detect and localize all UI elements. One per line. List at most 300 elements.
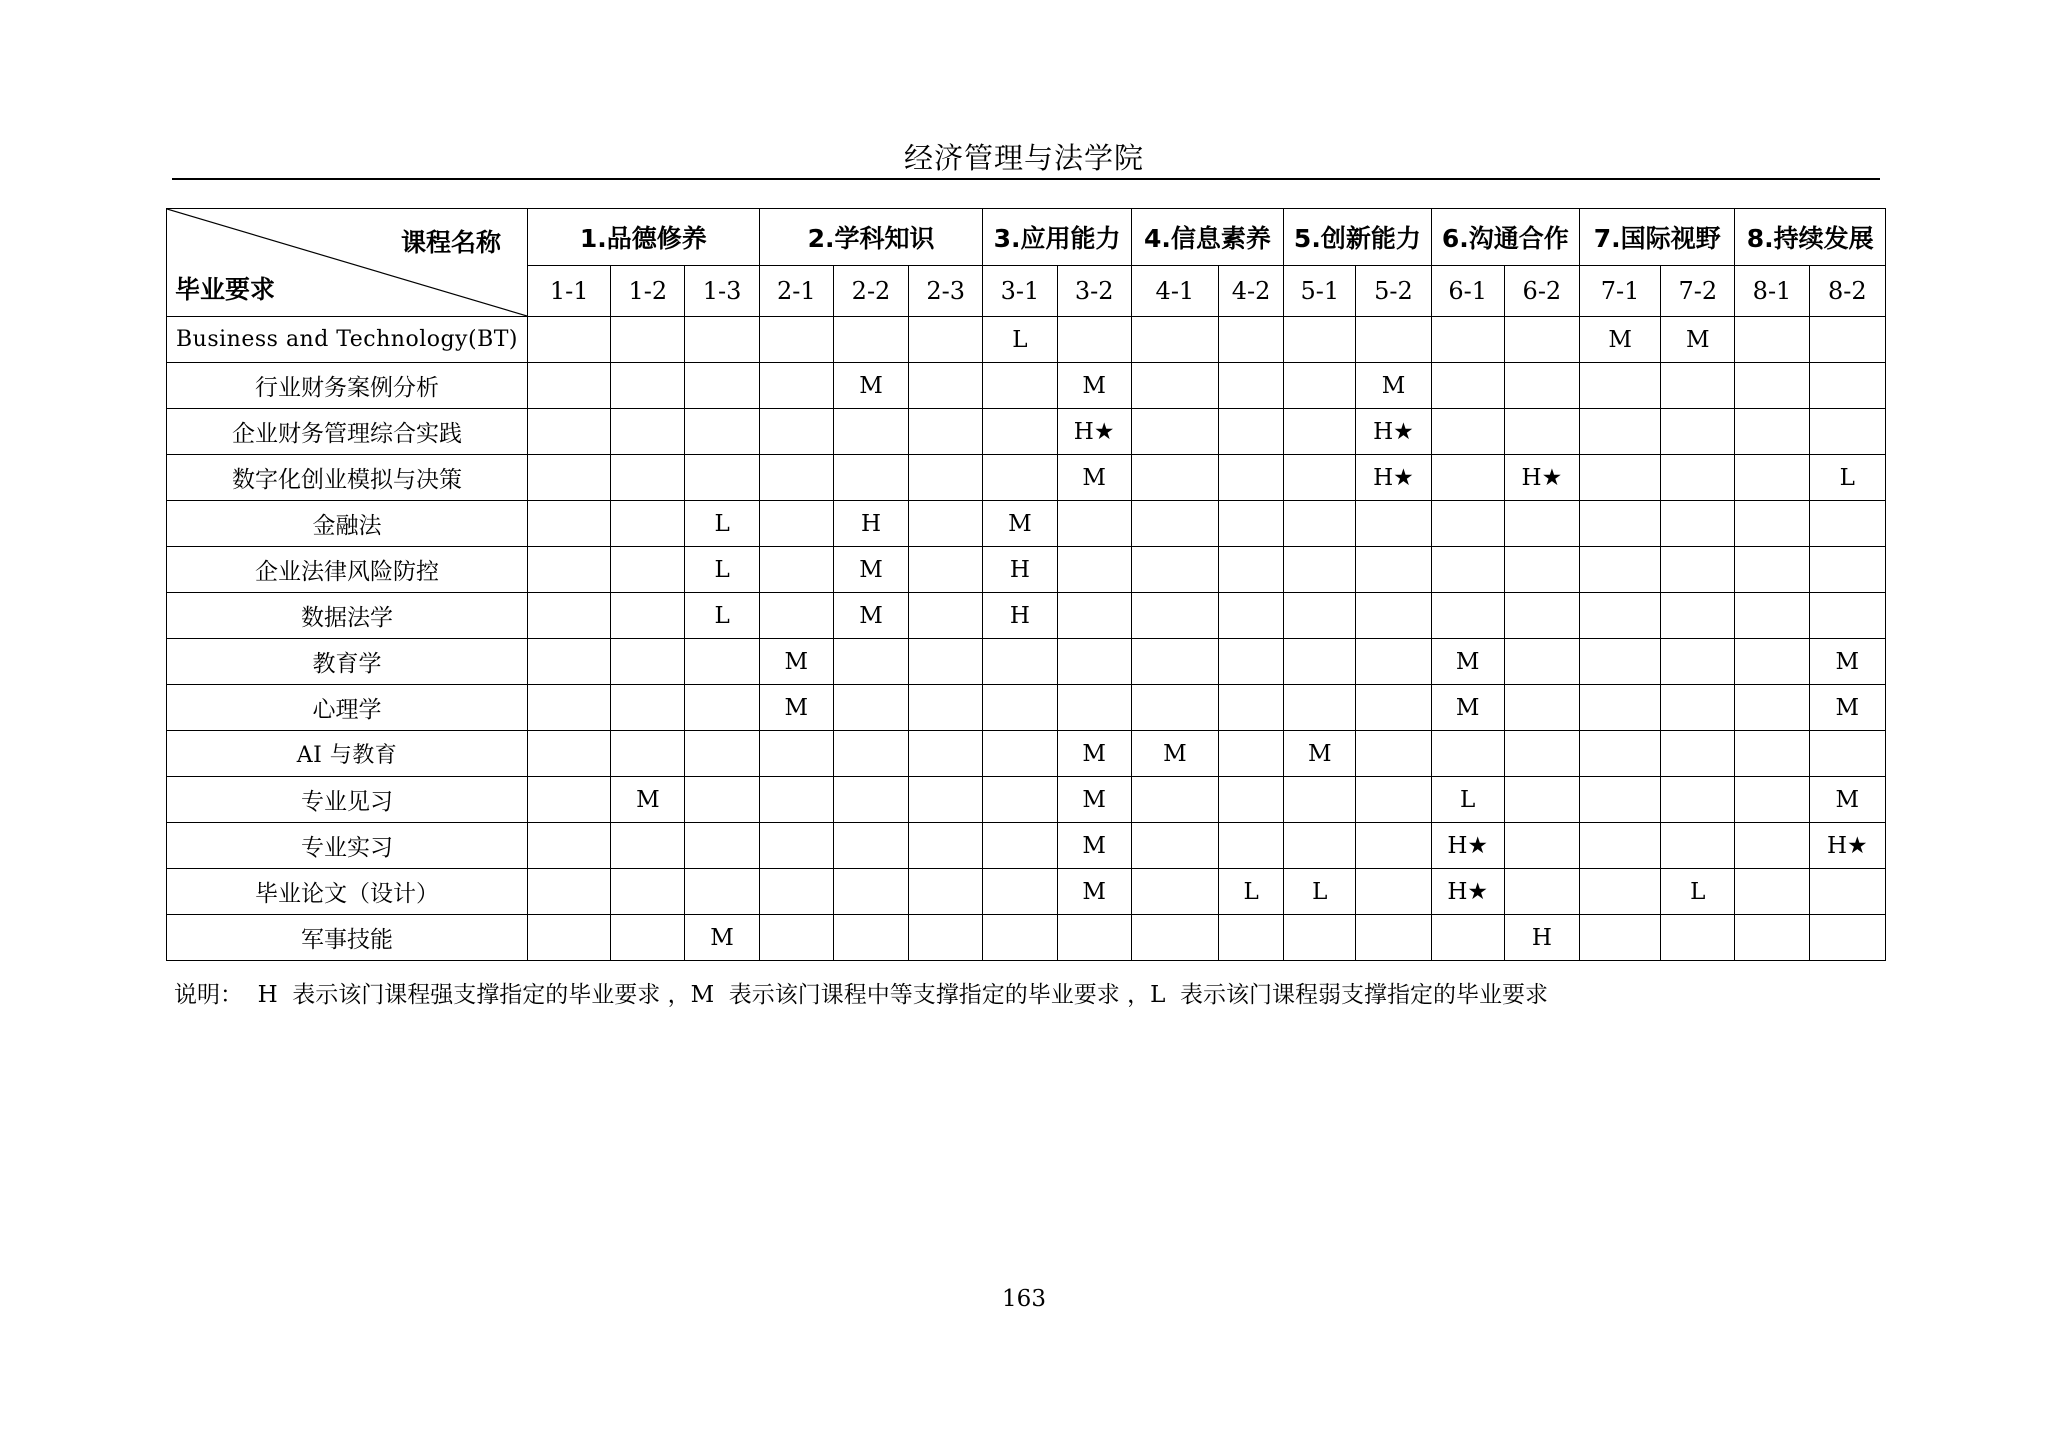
support-level-cell: M (833, 547, 908, 593)
subcolumn-header-1-1: 1-1 (528, 266, 611, 317)
course-name-cell: 心理学 (167, 685, 528, 731)
support-level-cell (833, 777, 908, 823)
support-level-cell (759, 547, 833, 593)
subcolumn-header-7-1: 7-1 (1579, 266, 1660, 317)
support-level-cell (1219, 823, 1284, 869)
support-level-cell (528, 363, 611, 409)
support-level-cell (1579, 731, 1660, 777)
support-level-cell (528, 547, 611, 593)
support-level-cell (909, 777, 983, 823)
support-level-cell (1131, 501, 1218, 547)
support-level-cell (1219, 731, 1284, 777)
support-level-cell (1579, 685, 1660, 731)
course-name-cell: 毕业论文（设计） (167, 869, 528, 915)
support-level-cell (1504, 731, 1579, 777)
support-level-cell (1661, 731, 1735, 777)
support-level-cell (1284, 777, 1356, 823)
support-level-cell: M (833, 363, 908, 409)
support-level-cell (1131, 409, 1218, 455)
support-level-cell (983, 363, 1057, 409)
support-level-cell (611, 363, 685, 409)
course-name-cell: 军事技能 (167, 915, 528, 961)
support-level-cell: M (1057, 731, 1131, 777)
support-level-cell: M (611, 777, 685, 823)
support-level-cell (1735, 639, 1809, 685)
support-level-cell (983, 777, 1057, 823)
support-level-cell (833, 317, 908, 363)
support-level-cell (1131, 455, 1218, 501)
support-level-cell: L (685, 547, 759, 593)
support-level-cell (685, 639, 759, 685)
support-level-cell (685, 317, 759, 363)
support-level-cell: L (1431, 777, 1504, 823)
support-level-cell (1131, 593, 1218, 639)
support-level-cell: L (1284, 869, 1356, 915)
subcolumn-header-1-2: 1-2 (611, 266, 685, 317)
support-level-cell: H★ (1431, 823, 1504, 869)
support-level-cell (1735, 455, 1809, 501)
support-level-cell (1431, 731, 1504, 777)
support-level-cell (1284, 639, 1356, 685)
support-level-cell (1284, 501, 1356, 547)
support-level-cell (1284, 685, 1356, 731)
support-level-cell (1809, 593, 1885, 639)
subcolumn-header-3-2: 3-2 (1057, 266, 1131, 317)
support-level-cell (759, 455, 833, 501)
support-level-cell (833, 915, 908, 961)
course-name-cell: 数据法学 (167, 593, 528, 639)
support-level-cell (909, 685, 983, 731)
support-level-cell (983, 455, 1057, 501)
support-level-cell (1284, 409, 1356, 455)
support-level-cell (1356, 823, 1431, 869)
support-level-cell (1431, 593, 1504, 639)
subcolumn-header-2-1: 2-1 (759, 266, 833, 317)
support-level-cell: M (1809, 685, 1885, 731)
support-level-cell: H (833, 501, 908, 547)
support-level-cell: L (685, 501, 759, 547)
support-level-cell (1579, 869, 1660, 915)
support-level-cell: M (1356, 363, 1431, 409)
support-level-cell (759, 915, 833, 961)
support-level-cell: M (1809, 777, 1885, 823)
corner-header-cell (167, 209, 528, 317)
support-level-cell (685, 823, 759, 869)
support-level-cell: M (759, 685, 833, 731)
course-name-cell: Business and Technology(BT) (167, 317, 528, 363)
support-level-cell (983, 409, 1057, 455)
support-level-cell (1735, 731, 1809, 777)
support-level-cell (1809, 317, 1885, 363)
support-level-cell (528, 409, 611, 455)
subcolumn-header-2-3: 2-3 (909, 266, 983, 317)
support-level-cell (1579, 777, 1660, 823)
support-level-cell (685, 731, 759, 777)
support-level-cell: H★ (1809, 823, 1885, 869)
support-level-cell: H (1504, 915, 1579, 961)
support-level-cell (1735, 593, 1809, 639)
group-header-8: 8.持续发展 (1735, 209, 1886, 266)
support-level-cell: L (1809, 455, 1885, 501)
table-row (167, 409, 1886, 455)
support-level-cell: M (1057, 869, 1131, 915)
support-level-cell: M (1284, 731, 1356, 777)
support-level-cell (1579, 823, 1660, 869)
course-name-header: 课程名称 (401, 228, 502, 257)
support-level-cell (833, 409, 908, 455)
support-level-cell (611, 869, 685, 915)
support-level-cell (685, 869, 759, 915)
support-level-cell (685, 455, 759, 501)
course-name-cell: 企业法律风险防控 (167, 547, 528, 593)
group-header-3: 3.应用能力 (983, 209, 1131, 266)
support-level-cell: M (1579, 317, 1660, 363)
page-title: 经济管理与法学院 (903, 141, 1144, 175)
support-level-cell: H★ (1356, 409, 1431, 455)
support-level-cell (1057, 915, 1131, 961)
subcolumn-header-5-1: 5-1 (1284, 266, 1356, 317)
table-row (167, 823, 1886, 869)
support-level-cell (1057, 685, 1131, 731)
support-level-cell: H (983, 593, 1057, 639)
support-level-cell (759, 869, 833, 915)
subcolumn-header-6-1: 6-1 (1431, 266, 1504, 317)
support-level-cell (1661, 501, 1735, 547)
support-level-cell (685, 363, 759, 409)
support-level-cell (1504, 363, 1579, 409)
requirements-matrix-table (166, 208, 1886, 961)
support-level-cell (1284, 317, 1356, 363)
course-name-cell: 数字化创业模拟与决策 (167, 455, 528, 501)
support-level-cell (1131, 363, 1218, 409)
support-level-cell: M (685, 915, 759, 961)
subcolumn-header-5-2: 5-2 (1356, 266, 1431, 317)
group-header-6: 6.沟通合作 (1431, 209, 1579, 266)
table-row (167, 869, 1886, 915)
support-level-cell (1131, 823, 1218, 869)
support-level-cell (685, 777, 759, 823)
support-level-cell (528, 777, 611, 823)
support-level-cell (759, 317, 833, 363)
support-level-cell (1284, 455, 1356, 501)
support-level-cell (1735, 685, 1809, 731)
support-level-cell (833, 639, 908, 685)
support-level-cell (1579, 409, 1660, 455)
support-level-cell (1661, 823, 1735, 869)
support-level-cell (1504, 547, 1579, 593)
support-level-cell (1504, 869, 1579, 915)
support-level-cell (1431, 547, 1504, 593)
support-level-cell (1735, 363, 1809, 409)
support-level-cell (1735, 915, 1809, 961)
page-number: 163 (1002, 1286, 1046, 1312)
support-level-cell (1356, 593, 1431, 639)
subcolumn-header-3-1: 3-1 (983, 266, 1057, 317)
support-level-cell: H★ (1504, 455, 1579, 501)
support-level-cell: M (1431, 639, 1504, 685)
course-name-cell: AI 与教育 (167, 731, 528, 777)
support-level-cell (1356, 731, 1431, 777)
table-row (167, 593, 1886, 639)
support-level-cell (1504, 823, 1579, 869)
support-level-cell (833, 685, 908, 731)
table-row (167, 639, 1886, 685)
support-level-cell (1356, 317, 1431, 363)
support-level-cell (983, 869, 1057, 915)
support-level-cell: M (1057, 823, 1131, 869)
support-level-cell (611, 547, 685, 593)
support-level-cell (611, 501, 685, 547)
table-row (167, 915, 1886, 961)
support-level-cell (1219, 317, 1284, 363)
support-level-cell (1809, 731, 1885, 777)
support-level-cell: H (983, 547, 1057, 593)
support-level-cell (611, 317, 685, 363)
support-level-cell (1735, 409, 1809, 455)
support-level-cell (759, 409, 833, 455)
support-level-cell (1431, 455, 1504, 501)
support-level-cell (1356, 915, 1431, 961)
support-level-cell: H★ (1057, 409, 1131, 455)
support-level-cell (1661, 363, 1735, 409)
support-level-cell (1356, 501, 1431, 547)
support-level-cell (611, 823, 685, 869)
support-level-cell (1735, 317, 1809, 363)
support-level-cell (1284, 823, 1356, 869)
support-level-cell (1131, 869, 1218, 915)
support-level-cell (1431, 409, 1504, 455)
support-level-cell: M (1131, 731, 1218, 777)
support-level-cell (1661, 685, 1735, 731)
support-level-cell (1219, 547, 1284, 593)
support-level-cell (611, 409, 685, 455)
support-level-cell (1504, 639, 1579, 685)
support-level-cell (1735, 547, 1809, 593)
support-level-cell (1504, 593, 1579, 639)
support-level-cell (759, 501, 833, 547)
support-level-cell (1219, 501, 1284, 547)
group-header-5: 5.创新能力 (1284, 209, 1431, 266)
support-level-cell (528, 501, 611, 547)
support-level-cell (1219, 777, 1284, 823)
support-level-cell: M (1057, 455, 1131, 501)
table-row (167, 777, 1886, 823)
subcolumn-header-1-3: 1-3 (685, 266, 759, 317)
support-level-cell (1284, 915, 1356, 961)
support-level-cell (1356, 685, 1431, 731)
group-header-row (167, 209, 1886, 266)
support-level-cell (983, 823, 1057, 869)
support-level-cell (1431, 915, 1504, 961)
course-name-cell: 企业财务管理综合实践 (167, 409, 528, 455)
support-level-cell (528, 731, 611, 777)
support-level-cell (983, 639, 1057, 685)
support-level-cell (611, 593, 685, 639)
support-level-cell (909, 409, 983, 455)
support-level-cell: M (1057, 777, 1131, 823)
course-name-cell: 教育学 (167, 639, 528, 685)
support-level-cell (611, 915, 685, 961)
support-level-cell (1579, 547, 1660, 593)
group-header-1: 1.品德修养 (528, 209, 760, 266)
support-level-cell (759, 731, 833, 777)
support-level-cell (1431, 501, 1504, 547)
support-level-cell (1219, 455, 1284, 501)
course-name-cell: 专业实习 (167, 823, 528, 869)
support-level-cell (1579, 455, 1660, 501)
table-row (167, 363, 1886, 409)
requirement-header: 毕业要求 (175, 275, 276, 304)
support-level-cell (528, 639, 611, 685)
table-row (167, 455, 1886, 501)
support-level-cell (1661, 777, 1735, 823)
group-header-7: 7.国际视野 (1579, 209, 1734, 266)
support-level-cell (1356, 547, 1431, 593)
support-level-cell (1057, 547, 1131, 593)
support-level-cell (611, 639, 685, 685)
support-level-cell (1057, 639, 1131, 685)
support-level-cell (611, 685, 685, 731)
support-level-cell (611, 731, 685, 777)
support-level-cell (1431, 317, 1504, 363)
support-level-cell: M (1431, 685, 1504, 731)
support-level-cell (833, 869, 908, 915)
support-level-cell: M (1809, 639, 1885, 685)
support-level-cell (909, 823, 983, 869)
support-level-cell (1219, 639, 1284, 685)
subcolumn-header-4-2: 4-2 (1219, 266, 1284, 317)
support-level-cell (1504, 685, 1579, 731)
support-level-cell (611, 455, 685, 501)
support-level-cell (1809, 869, 1885, 915)
support-level-cell (909, 547, 983, 593)
support-level-cell (1356, 639, 1431, 685)
support-level-cell (1579, 363, 1660, 409)
support-level-cell (1057, 317, 1131, 363)
support-level-cell (759, 363, 833, 409)
support-level-cell (1131, 777, 1218, 823)
support-level-cell: M (833, 593, 908, 639)
support-level-cell (1131, 317, 1218, 363)
legend-note: 说明： H 表示该门课程强支撑指定的毕业要求 ，M 表示该门课程中等支撑指定的毕业要求 ，L 表示该门课程弱支撑指定的毕业要求 (174, 982, 1548, 1008)
course-name-cell: 专业见习 (167, 777, 528, 823)
support-level-cell (1284, 593, 1356, 639)
course-name-cell: 行业财务案例分析 (167, 363, 528, 409)
support-level-cell (1219, 363, 1284, 409)
subcolumn-header-6-2: 6-2 (1504, 266, 1579, 317)
support-level-cell (1131, 915, 1218, 961)
support-level-cell (1661, 639, 1735, 685)
table-row (167, 547, 1886, 593)
support-level-cell (1504, 501, 1579, 547)
support-level-cell (1735, 501, 1809, 547)
support-level-cell: M (759, 639, 833, 685)
course-name-cell: 金融法 (167, 501, 528, 547)
support-level-cell (1809, 363, 1885, 409)
support-level-cell: M (1057, 363, 1131, 409)
support-level-cell (1219, 593, 1284, 639)
support-level-cell (1057, 593, 1131, 639)
subcolumn-header-8-2: 8-2 (1809, 266, 1885, 317)
support-level-cell (1504, 409, 1579, 455)
support-level-cell (759, 823, 833, 869)
support-level-cell (528, 685, 611, 731)
support-level-cell (528, 869, 611, 915)
table-row (167, 685, 1886, 731)
support-level-cell (909, 363, 983, 409)
subcolumn-header-8-1: 8-1 (1735, 266, 1809, 317)
support-level-cell (1661, 915, 1735, 961)
subcolumn-header-2-2: 2-2 (833, 266, 908, 317)
support-level-cell (1131, 547, 1218, 593)
support-level-cell (1431, 363, 1504, 409)
support-level-cell (1735, 869, 1809, 915)
support-level-cell: L (1661, 869, 1735, 915)
support-level-cell (528, 823, 611, 869)
support-level-cell (1809, 915, 1885, 961)
table-row (167, 731, 1886, 777)
support-level-cell (1735, 777, 1809, 823)
support-level-cell (1356, 777, 1431, 823)
support-level-cell (1579, 915, 1660, 961)
support-level-cell (909, 501, 983, 547)
support-level-cell (1219, 915, 1284, 961)
support-level-cell (528, 455, 611, 501)
support-level-cell (983, 915, 1057, 961)
subcolumn-header-7-2: 7-2 (1661, 266, 1735, 317)
support-level-cell (1579, 593, 1660, 639)
support-level-cell (1661, 547, 1735, 593)
support-level-cell (1219, 685, 1284, 731)
support-level-cell (528, 593, 611, 639)
support-level-cell: M (983, 501, 1057, 547)
support-level-cell (1504, 777, 1579, 823)
support-level-cell (1809, 547, 1885, 593)
support-level-cell (909, 639, 983, 685)
support-level-cell (1057, 501, 1131, 547)
support-level-cell (909, 317, 983, 363)
support-level-cell (909, 593, 983, 639)
support-level-cell: H★ (1431, 869, 1504, 915)
support-level-cell: M (1661, 317, 1735, 363)
support-level-cell (1284, 363, 1356, 409)
support-level-cell (1661, 593, 1735, 639)
group-header-2: 2.学科知识 (759, 209, 983, 266)
support-level-cell (759, 593, 833, 639)
support-level-cell (528, 317, 611, 363)
support-level-cell (833, 455, 908, 501)
support-level-cell: L (1219, 869, 1284, 915)
support-level-cell (983, 731, 1057, 777)
support-level-cell (685, 409, 759, 455)
support-level-cell (909, 869, 983, 915)
support-level-cell (1284, 547, 1356, 593)
support-level-cell (1809, 409, 1885, 455)
support-level-cell (1579, 639, 1660, 685)
support-level-cell (1661, 455, 1735, 501)
support-level-cell (1131, 639, 1218, 685)
group-header-4: 4.信息素养 (1131, 209, 1283, 266)
support-level-cell (833, 823, 908, 869)
support-level-cell (1661, 409, 1735, 455)
support-level-cell (1131, 685, 1218, 731)
support-level-cell (759, 777, 833, 823)
table-row (167, 501, 1886, 547)
title-rule (172, 178, 1880, 180)
support-level-cell (1356, 869, 1431, 915)
support-level-cell (1809, 501, 1885, 547)
support-level-cell (909, 455, 983, 501)
